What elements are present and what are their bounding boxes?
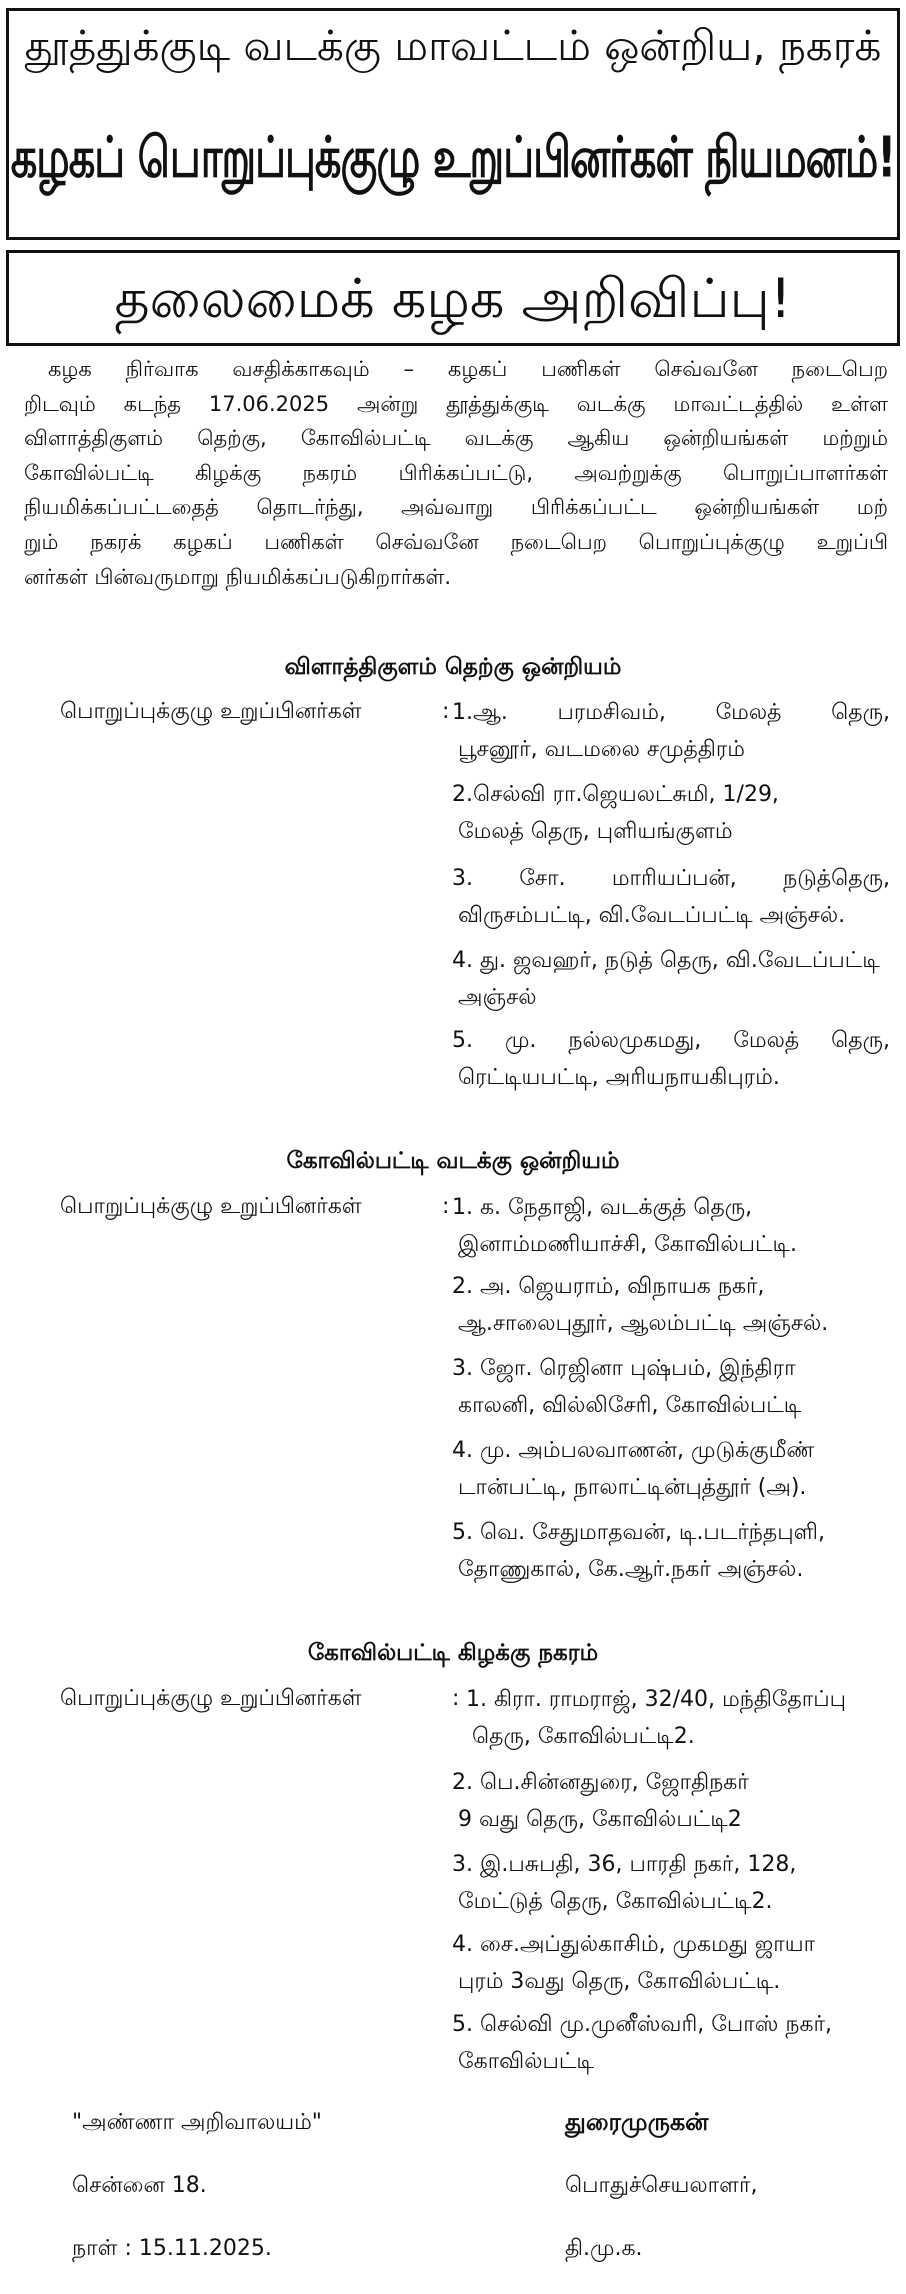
member-list xyxy=(452,942,890,1016)
member-line: 5. மு. நல்லமுகமது, மேலத் தெரு, xyxy=(452,1028,890,1053)
intro-line: கோவில்பட்டி கிழக்கு நகரம் பிரிக்கப்பட்டு, அவற்றுக்கு பொறுப்பாளர்கள் xyxy=(24,460,888,485)
member-line: மேட்டுத் தெரு, கோவில்பட்டி2. xyxy=(458,1889,773,1914)
member-line: 2. அ. ஜெயராம், விநாயக நகர், xyxy=(452,1274,765,1299)
intro-line: கழக நிர்வாக வசதிக்காகவும் – கழகப் பணிகள் செவ்வனே நடைபெற xyxy=(48,357,888,381)
colon: : xyxy=(452,1686,460,1711)
footer-place: "அண்ணா அறிவாலயம்" xyxy=(72,2110,322,2135)
member-line: 3. சோ. மாரியப்பன், நடுத்தெரு, xyxy=(452,866,890,891)
header-line-1: தூத்துக்குடி வடக்கு மாவட்டம் ஒன்றிய, நகரக் xyxy=(24,21,882,70)
member-list xyxy=(452,1350,890,1424)
section-title: கோவில்பட்டி வடக்கு ஒன்றியம் xyxy=(286,1148,620,1174)
member-line: அஞ்சல் xyxy=(458,985,537,1010)
member-line: 4. து. ஜவஹர், நடுத் தெரு, வி.வேடப்பட்டி xyxy=(452,948,880,973)
member-line: 3. இ.பசுபதி, 36, பாரதி நகர், 128, xyxy=(452,1852,797,1877)
footer-city: சென்னை 18. xyxy=(72,2173,207,2198)
member-list xyxy=(452,1846,890,1920)
member-line: காலனி, வில்லிசேரி, கோவில்பட்டி xyxy=(458,1393,802,1418)
signatory-party: தி.மு.க. xyxy=(565,2236,643,2261)
subheader-title: தலைமைக் கழக அறிவிப்பு! xyxy=(114,267,792,330)
colon: : xyxy=(442,1194,450,1219)
intro-line: னர்கள் பின்வருமாறு நியமிக்கப்படுகிறார்கள். xyxy=(24,564,452,589)
member-line: 4. மு. அம்பலவாணன், முடுக்குமீண் xyxy=(452,1438,815,1463)
member-line: தோணுகால், கே.ஆர்.நகர் அஞ்சல். xyxy=(458,1557,804,1582)
member-list xyxy=(452,1268,890,1342)
header-line-2: கழகப் பொறுப்புக்குழு உறுப்பினர்கள் நியமனம்! xyxy=(10,123,896,190)
member-list xyxy=(452,860,890,934)
member-list xyxy=(452,1022,890,1096)
member-list xyxy=(466,1681,890,1755)
intro-paragraph xyxy=(24,352,888,594)
member-line: பூசனூர், வடமலை சமுத்திரம் xyxy=(458,737,745,762)
member-list xyxy=(452,1189,890,1263)
signatory-name: துரைமுருகன் xyxy=(565,2108,709,2136)
member-list xyxy=(452,1926,890,2000)
subheader-box xyxy=(6,250,900,346)
member-line: 1. கிரா. ராமராஜ், 32/40, மந்திதோப்பு xyxy=(466,1687,847,1712)
member-line: 1.ஆ. பரமசிவம், மேலத் தெரு, xyxy=(452,700,890,725)
member-line: ரெட்டியபட்டி, அரியநாயகிபுரம். xyxy=(458,1065,780,1090)
member-list xyxy=(452,2006,890,2080)
member-line: டான்பட்டி, நாலாட்டின்புத்தூர் (அ). xyxy=(458,1475,807,1500)
member-list xyxy=(452,1432,890,1506)
intro-line: றும் நகரக் கழகப் பணிகள் செவ்வனே நடைபெற பொறுப்புக்குழு உறுப்பி xyxy=(24,529,888,554)
intro-line: நியமிக்கப்பட்டதைத் தொடர்ந்து, அவ்வாறு பிரிக்கப்பட்ட ஒன்றியங்கள் மற் xyxy=(24,495,888,520)
intro-line: றிடவும் கடந்த 17.06.2025 அன்று தூத்துக்குடி வடக்கு மாவட்டத்தில் உள்ள xyxy=(24,391,888,416)
role-label: பொறுப்புக்குழு உறுப்பினர்கள் xyxy=(60,1686,362,1711)
member-line: 1. க. நேதாஜி, வடக்குத் தெரு, xyxy=(452,1195,753,1220)
intro-line: விளாத்திகுளம் தெற்கு, கோவில்பட்டி வடக்கு ஆகிய ஒன்றியங்கள் மற்றும் xyxy=(24,426,888,451)
member-line: மேலத் தெரு, புளியங்குளம் xyxy=(458,819,733,844)
member-line: 5. செல்வி மு.முனீஸ்வரி, போஸ் நகர், xyxy=(452,2012,833,2037)
section-title: விளாத்திகுளம் தெற்கு ஒன்றியம் xyxy=(284,654,622,680)
section-title: கோவில்பட்டி கிழக்கு நகரம் xyxy=(307,1640,599,1666)
member-line: 2. பெ.சின்னதுரை, ஜோதிநகர் xyxy=(452,1770,749,1795)
member-line: விருசம்பட்டி, வி.வேடப்பட்டி அஞ்சல். xyxy=(458,903,846,928)
member-line: 4. சை.அப்துல்காசிம், முகமது ஜாயா xyxy=(452,1932,816,1957)
member-line: 2.செல்வி ரா.ஜெயலட்சுமி, 1/29, xyxy=(452,782,779,807)
colon: : xyxy=(442,699,450,724)
role-label: பொறுப்புக்குழு உறுப்பினர்கள் xyxy=(60,1194,362,1219)
member-line: 9 வது தெரு, கோவில்பட்டி2 xyxy=(458,1807,742,1832)
signatory-designation: பொதுச்செயலாளர், xyxy=(565,2173,758,2198)
header-box xyxy=(6,8,900,240)
member-list xyxy=(452,694,890,768)
member-line: ஆ.சாலைபுதூர், ஆலம்பட்டி அஞ்சல். xyxy=(458,1311,829,1336)
role-label: பொறுப்புக்குழு உறுப்பினர்கள் xyxy=(60,699,362,724)
member-line: கோவில்பட்டி xyxy=(458,2049,594,2074)
member-list xyxy=(452,1764,890,1838)
footer-date: நாள் : 15.11.2025. xyxy=(72,2236,272,2261)
member-line: 3. ஜோ. ரெஜினா புஷ்பம், இந்திரா xyxy=(452,1356,796,1381)
member-line: புரம் 3வது தெரு, கோவில்பட்டி. xyxy=(458,1969,781,1994)
member-line: இனாம்மணியாச்சி, கோவில்பட்டி. xyxy=(458,1232,797,1257)
member-list xyxy=(452,776,890,850)
member-line: 5. வெ. சேதுமாதவன், டி.படர்ந்தபுளி, xyxy=(452,1520,825,1545)
member-line: தெரு, கோவில்பட்டி2. xyxy=(472,1724,695,1749)
member-list xyxy=(452,1514,890,1588)
